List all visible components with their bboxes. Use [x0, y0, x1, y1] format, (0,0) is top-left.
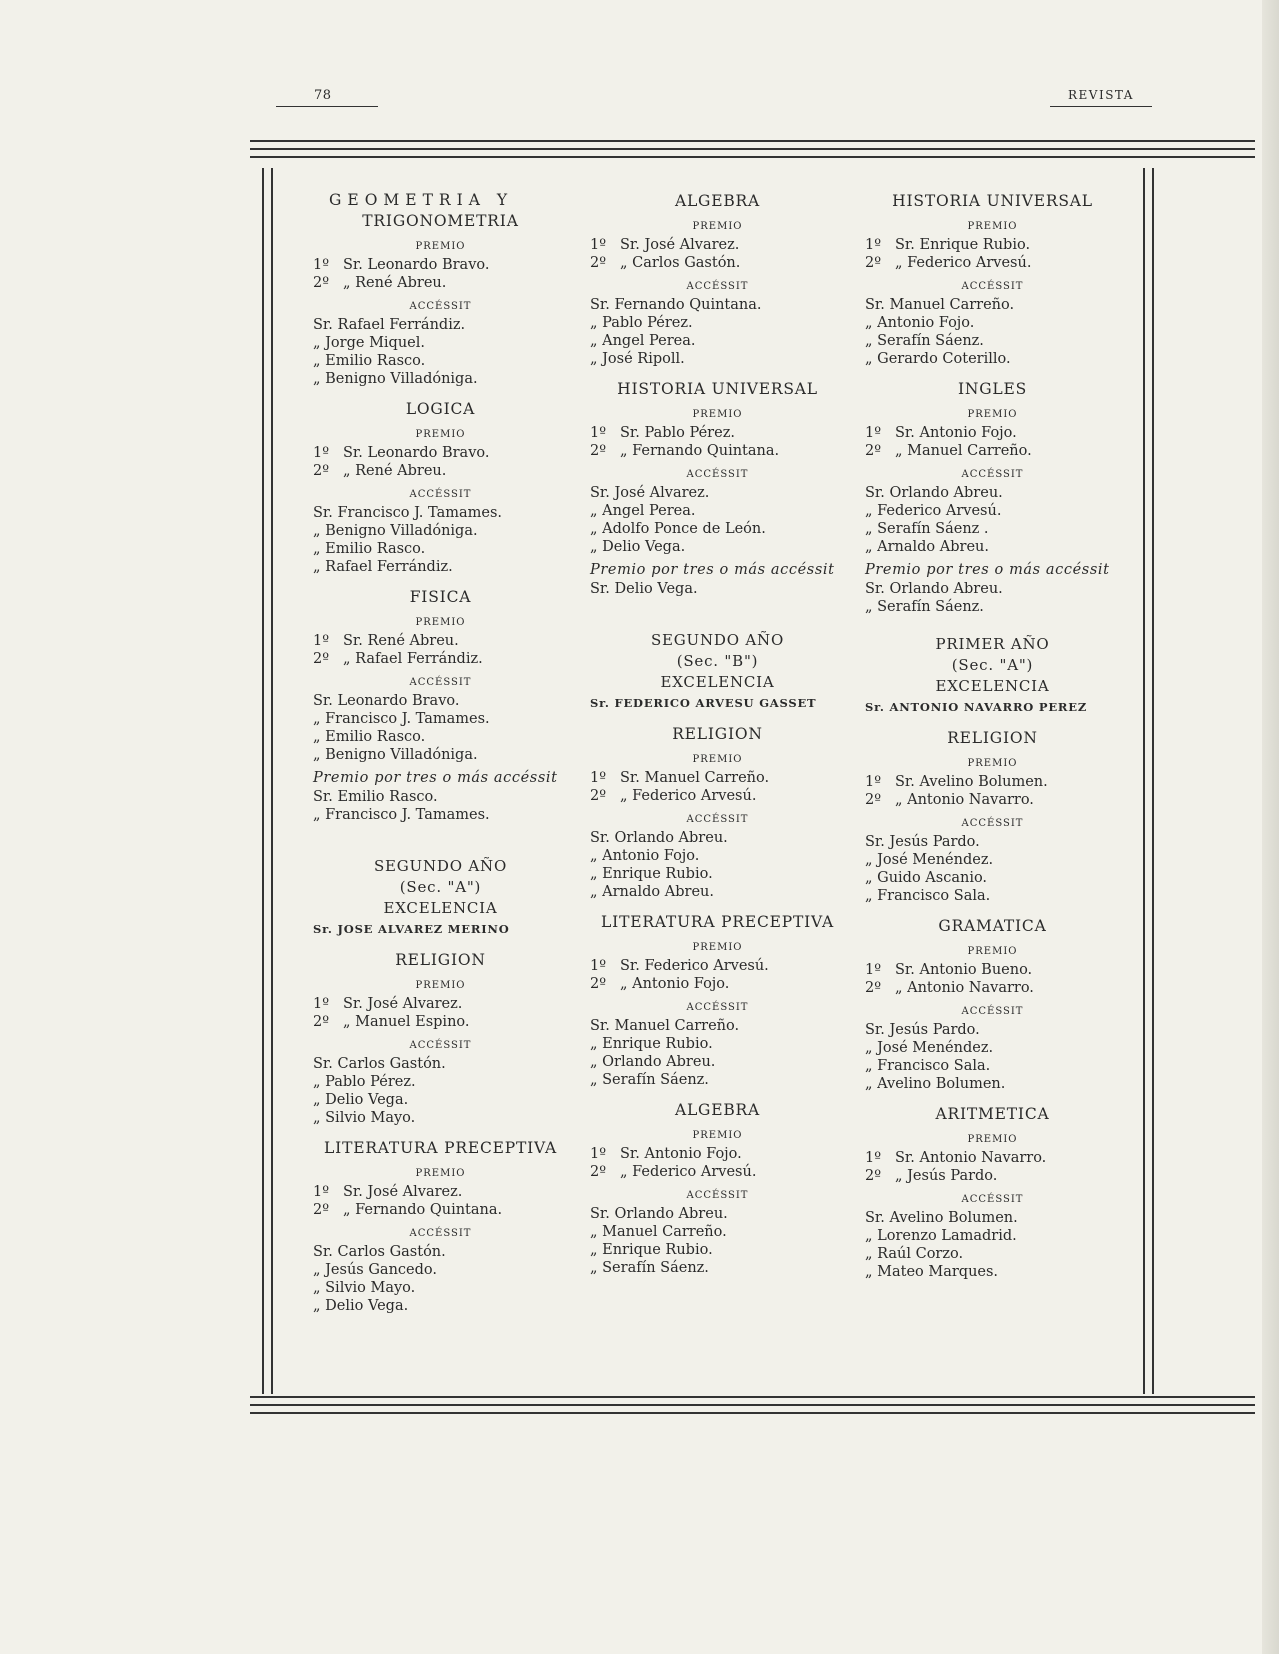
accessit-row: „ Mateo Marques.: [865, 1264, 999, 1280]
accessit-row: „ Pablo Pérez.: [313, 1074, 416, 1090]
excellence-label: EXCELENCIA: [660, 673, 775, 691]
section-primer-ano-a: [865, 634, 1120, 717]
accessit-row: Sr. José Alvarez.: [590, 485, 710, 501]
section-historia-universal: [865, 190, 1120, 368]
accessit-row: „ Delio Vega.: [313, 1298, 409, 1314]
section-subtitle: TRIGONOMETRIA: [362, 212, 519, 230]
accessit-row: „ Orlando Abreu.: [590, 1054, 716, 1070]
section-title: ARITMETICA: [935, 1105, 1050, 1123]
prize-name: Sr. Antonio Fojo.: [895, 425, 1017, 441]
accessit-row: „ Antonio Fojo.: [590, 848, 700, 864]
accessit-row: „ Lorenzo Lamadrid.: [865, 1228, 1017, 1244]
accessit-label: ACCÉSSIT: [409, 489, 472, 500]
prize-row: [590, 254, 845, 272]
note-name: Sr. Emilio Rasco.: [313, 789, 438, 805]
note-name: Sr. Delio Vega.: [590, 581, 698, 597]
prize-name: Sr. Federico Arvesú.: [620, 958, 769, 974]
accessit-label: ACCÉSSIT: [409, 1040, 472, 1051]
excellence-name: Sr. JOSE ALVAREZ MERINO: [313, 922, 510, 936]
section-religion: [313, 949, 568, 1127]
note-name: Sr. Orlando Abreu.: [865, 581, 1003, 597]
prize-name: Sr. Manuel Carreño.: [620, 770, 770, 786]
year-title: PRIMER AÑO: [935, 635, 1050, 653]
accessit-label: ACCÉSSIT: [961, 281, 1024, 292]
accessit-row: „ Emilio Rasco.: [313, 729, 426, 745]
accessit-row: „ Enrique Rubio.: [590, 1036, 713, 1052]
prize-row: [313, 256, 568, 274]
section-title: LITERATURA PRECEPTIVA: [601, 913, 834, 931]
excellence-name: Sr. FEDERICO ARVESU GASSET: [590, 696, 817, 710]
prize-place: 2º: [865, 980, 882, 996]
accessit-row: „ Serafín Sáenz.: [590, 1260, 709, 1276]
accessit-row: „ Manuel Carreño.: [590, 1224, 727, 1240]
accessit-row: Sr. Avelino Bolumen.: [865, 1210, 1018, 1226]
prize-place: 2º: [590, 443, 607, 459]
excellence-name: Sr. ANTONIO NAVARRO PEREZ: [865, 700, 1088, 714]
prize-name: Sr. José Alvarez.: [343, 1184, 463, 1200]
prize-label: PREMIO: [415, 241, 466, 252]
prize-row: [590, 1145, 845, 1163]
prize-label: PREMIO: [415, 1168, 466, 1179]
note-premio-accessit: Premio por tres o más accéssit: [590, 562, 835, 578]
column-2: [590, 190, 845, 1277]
bottom-rule-1: [250, 1396, 1255, 1398]
accessit-label: ACCÉSSIT: [961, 1194, 1024, 1205]
page-number: 78: [314, 88, 332, 103]
section-segundo-ano-b: [590, 630, 845, 713]
section-religion: [865, 727, 1120, 905]
prize-row: [865, 773, 1120, 791]
prize-place: 1º: [313, 633, 330, 649]
section-title: GRAMATICA: [938, 917, 1047, 935]
prize-place: 1º: [865, 237, 882, 253]
prize-row: [590, 424, 845, 442]
prize-row: [590, 442, 845, 460]
excellence-label: EXCELENCIA: [935, 677, 1050, 695]
year-title: SEGUNDO AÑO: [373, 857, 508, 875]
right-border-outer: [1152, 168, 1154, 1394]
prize-place: 2º: [313, 275, 330, 291]
prize-name: „ Antonio Fojo.: [620, 976, 730, 992]
prize-place: 1º: [590, 770, 607, 786]
prize-label: PREMIO: [967, 221, 1018, 232]
section-title: RELIGION: [672, 725, 763, 743]
prize-row: [313, 632, 568, 650]
prize-place: 2º: [865, 255, 882, 271]
prize-label: PREMIO: [692, 754, 743, 765]
section-title: GEOMETRIA Y: [329, 191, 514, 209]
prize-name: „ Federico Arvesú.: [620, 788, 757, 804]
prize-name: Sr. Enrique Rubio.: [895, 237, 1031, 253]
prize-place: 1º: [590, 425, 607, 441]
prize-place: 2º: [865, 443, 882, 459]
prize-name: Sr. Leonardo Bravo.: [343, 445, 490, 461]
prize-row: [313, 444, 568, 462]
accessit-row: Sr. Carlos Gastón.: [313, 1056, 446, 1072]
accessit-row: Sr. Rafael Ferrándiz.: [313, 317, 466, 333]
prize-place: 1º: [313, 257, 330, 273]
section-title: FISICA: [409, 588, 472, 606]
accessit-label: ACCÉSSIT: [961, 818, 1024, 829]
section-logica: [313, 398, 568, 576]
accessit-row: Sr. Manuel Carreño.: [865, 297, 1015, 313]
section-title: RELIGION: [395, 951, 486, 969]
accessit-row: „ Emilio Rasco.: [313, 353, 426, 369]
excellence-label: EXCELENCIA: [383, 899, 498, 917]
prize-name: „ Federico Arvesú.: [620, 1164, 757, 1180]
prize-place: 2º: [590, 1164, 607, 1180]
prize-row: [865, 236, 1120, 254]
prize-row: [590, 769, 845, 787]
prize-row: [313, 274, 568, 292]
prize-place: 1º: [313, 996, 330, 1012]
section-title: LOGICA: [405, 400, 476, 418]
prize-place: 2º: [313, 1014, 330, 1030]
accessit-label: ACCÉSSIT: [409, 1228, 472, 1239]
prize-row: [865, 424, 1120, 442]
prize-name: „ Manuel Carreño.: [895, 443, 1032, 459]
prize-name: „ Manuel Espino.: [343, 1014, 470, 1030]
prize-name: „ Federico Arvesú.: [895, 255, 1032, 271]
prize-name: „ Rafael Ferrándiz.: [343, 651, 483, 667]
accessit-row: „ Angel Perea.: [590, 503, 696, 519]
prize-name: „ Fernando Quintana.: [620, 443, 780, 459]
section-title: INGLES: [957, 380, 1028, 398]
note-name: „ Serafín Sáenz.: [865, 599, 984, 615]
prize-label: PREMIO: [692, 409, 743, 420]
prize-row: [590, 236, 845, 254]
prize-row: [865, 1167, 1120, 1185]
prize-label: PREMIO: [967, 1134, 1018, 1145]
section-fisica: [313, 586, 568, 824]
accessit-label: ACCÉSSIT: [409, 677, 472, 688]
prize-row: [865, 1149, 1120, 1167]
prize-place: 1º: [865, 425, 882, 441]
accessit-row: Sr. Leonardo Bravo.: [313, 693, 460, 709]
accessit-row: Sr. Jesús Pardo.: [865, 834, 980, 850]
prize-label: PREMIO: [967, 946, 1018, 957]
prize-row: [590, 957, 845, 975]
prize-name: Sr. José Alvarez.: [343, 996, 463, 1012]
accessit-row: „ Serafín Sáenz.: [590, 1072, 709, 1088]
year-section: (Sec. "A"): [951, 656, 1034, 674]
column-3: [865, 190, 1120, 1281]
section-title: LITERATURA PRECEPTIVA: [324, 1139, 557, 1157]
section-literatura: [313, 1137, 568, 1315]
prize-name: „ Carlos Gastón.: [620, 255, 741, 271]
accessit-row: „ Antonio Fojo.: [865, 315, 975, 331]
section-ingles: [865, 378, 1120, 616]
prize-name: „ René Abreu.: [343, 463, 447, 479]
bottom-rule-3: [250, 1412, 1255, 1414]
accessit-row: „ Raúl Corzo.: [865, 1246, 964, 1262]
accessit-label: ACCÉSSIT: [961, 469, 1024, 480]
prize-row: [313, 650, 568, 668]
accessit-label: ACCÉSSIT: [961, 1006, 1024, 1017]
accessit-row: „ Guido Ascanio.: [865, 870, 988, 886]
page-number-rule: [276, 106, 378, 107]
left-border-inner: [271, 168, 273, 1394]
accessit-row: „ Gerardo Coterillo.: [865, 351, 1011, 367]
accessit-row: „ Jorge Miquel.: [313, 335, 425, 351]
accessit-row: „ Delio Vega.: [313, 1092, 409, 1108]
section-religion: [590, 723, 845, 901]
prize-name: Sr. René Abreu.: [343, 633, 459, 649]
prize-place: 2º: [313, 651, 330, 667]
prize-row: [313, 462, 568, 480]
prize-name: „ Antonio Navarro.: [895, 980, 1034, 996]
prize-row: [865, 254, 1120, 272]
year-title: SEGUNDO AÑO: [650, 631, 785, 649]
accessit-row: Sr. Orlando Abreu.: [590, 830, 728, 846]
accessit-row: „ Adolfo Ponce de León.: [590, 521, 766, 537]
prize-name: Sr. Avelino Bolumen.: [895, 774, 1048, 790]
prize-place: 2º: [313, 463, 330, 479]
prize-name: „ Jesús Pardo.: [895, 1168, 998, 1184]
prize-row: [590, 1163, 845, 1181]
prize-place: 1º: [865, 774, 882, 790]
prize-label: PREMIO: [967, 758, 1018, 769]
accessit-label: ACCÉSSIT: [409, 301, 472, 312]
section-title: HISTORIA UNIVERSAL: [892, 192, 1093, 210]
section-aritmetica: [865, 1103, 1120, 1281]
prize-place: 1º: [865, 962, 882, 978]
accessit-row: „ Arnaldo Abreu.: [590, 884, 714, 900]
prize-place: 2º: [590, 788, 607, 804]
accessit-row: „ Silvio Mayo.: [313, 1280, 416, 1296]
section-geometria: [313, 190, 568, 388]
running-head-rule: [1050, 106, 1152, 107]
accessit-row: Sr. Jesús Pardo.: [865, 1022, 980, 1038]
prize-row: [865, 979, 1120, 997]
prize-row: [313, 1183, 568, 1201]
accessit-row: „ Rafael Ferrándiz.: [313, 559, 453, 575]
accessit-row: „ Enrique Rubio.: [590, 1242, 713, 1258]
accessit-label: ACCÉSSIT: [686, 1190, 749, 1201]
accessit-row: „ Arnaldo Abreu.: [865, 539, 989, 555]
accessit-row: „ José Menéndez.: [865, 852, 994, 868]
section-title: ALGEBRA: [674, 192, 761, 210]
prize-name: Sr. Leonardo Bravo.: [343, 257, 490, 273]
left-border-outer: [262, 168, 264, 1394]
section-segundo-ano-a: [313, 856, 568, 939]
section-title: HISTORIA UNIVERSAL: [617, 380, 818, 398]
prize-name: „ René Abreu.: [343, 275, 447, 291]
accessit-row: „ Angel Perea.: [590, 333, 696, 349]
accessit-row: „ Silvio Mayo.: [313, 1110, 416, 1126]
accessit-label: ACCÉSSIT: [686, 281, 749, 292]
accessit-row: „ Benigno Villadóniga.: [313, 523, 478, 539]
prize-row: [865, 442, 1120, 460]
prize-label: PREMIO: [415, 980, 466, 991]
accessit-row: „ Benigno Villadóniga.: [313, 747, 478, 763]
prize-place: 2º: [590, 976, 607, 992]
prize-name: Sr. Antonio Bueno.: [895, 962, 1033, 978]
top-rule-1: [250, 140, 1255, 142]
accessit-row: „ Jesús Gancedo.: [313, 1262, 437, 1278]
accessit-row: „ Emilio Rasco.: [313, 541, 426, 557]
prize-row: [865, 961, 1120, 979]
note-premio-accessit: Premio por tres o más accéssit: [865, 562, 1110, 578]
accessit-row: „ Federico Arvesú.: [865, 503, 1002, 519]
prize-label: PREMIO: [692, 942, 743, 953]
section-title: RELIGION: [947, 729, 1038, 747]
prize-name: „ Fernando Quintana.: [343, 1202, 503, 1218]
prize-place: 2º: [865, 1168, 882, 1184]
accessit-row: „ Francisco Sala.: [865, 888, 991, 904]
accessit-row: Sr. Orlando Abreu.: [590, 1206, 728, 1222]
accessit-row: „ José Menéndez.: [865, 1040, 994, 1056]
accessit-label: ACCÉSSIT: [686, 814, 749, 825]
prize-row: [590, 975, 845, 993]
right-border-inner: [1143, 168, 1145, 1394]
accessit-row: „ José Ripoll.: [590, 351, 685, 367]
accessit-row: Sr. Orlando Abreu.: [865, 485, 1003, 501]
accessit-row: „ Francisco Sala.: [865, 1058, 991, 1074]
accessit-row: „ Benigno Villadóniga.: [313, 371, 478, 387]
prize-name: „ Antonio Navarro.: [895, 792, 1034, 808]
prize-place: 1º: [590, 1146, 607, 1162]
page-edge-shadow: [1262, 0, 1279, 1654]
running-head: REVISTA: [1068, 88, 1134, 102]
section-literatura: [590, 911, 845, 1089]
year-section: (Sec. "B"): [676, 652, 759, 670]
accessit-row: „ Pablo Pérez.: [590, 315, 693, 331]
prize-place: 2º: [865, 792, 882, 808]
note-name: „ Francisco J. Tamames.: [313, 807, 490, 823]
prize-name: Sr. José Alvarez.: [620, 237, 740, 253]
year-section: (Sec. "A"): [399, 878, 482, 896]
accessit-label: ACCÉSSIT: [686, 469, 749, 480]
prize-place: 1º: [590, 958, 607, 974]
prize-place: 1º: [313, 1184, 330, 1200]
prize-row: [313, 995, 568, 1013]
prize-row: [865, 791, 1120, 809]
prize-place: 1º: [313, 445, 330, 461]
accessit-row: „ Serafín Sáenz.: [865, 333, 984, 349]
section-title: ALGEBRA: [674, 1101, 761, 1119]
prize-row: [313, 1013, 568, 1031]
accessit-row: Sr. Carlos Gastón.: [313, 1244, 446, 1260]
bottom-rule-2: [250, 1404, 1255, 1406]
prize-label: PREMIO: [967, 409, 1018, 420]
section-algebra: [590, 190, 845, 368]
accessit-row: Sr. Manuel Carreño.: [590, 1018, 740, 1034]
accessit-row: Sr. Francisco J. Tamames.: [313, 505, 502, 521]
prize-place: 2º: [313, 1202, 330, 1218]
column-1: [313, 190, 568, 1315]
prize-name: Sr. Pablo Pérez.: [620, 425, 735, 441]
prize-row: [313, 1201, 568, 1219]
prize-label: PREMIO: [415, 429, 466, 440]
prize-place: 2º: [590, 255, 607, 271]
accessit-row: Sr. Fernando Quintana.: [590, 297, 762, 313]
prize-name: Sr. Antonio Navarro.: [895, 1150, 1047, 1166]
prize-label: PREMIO: [692, 1130, 743, 1141]
prize-label: PREMIO: [415, 617, 466, 628]
accessit-row: „ Avelino Bolumen.: [865, 1076, 1006, 1092]
prize-place: 1º: [590, 237, 607, 253]
accessit-row: „ Delio Vega.: [590, 539, 686, 555]
accessit-row: „ Francisco J. Tamames.: [313, 711, 490, 727]
prize-row: [590, 787, 845, 805]
top-rule-2: [250, 148, 1255, 150]
accessit-row: „ Enrique Rubio.: [590, 866, 713, 882]
note-premio-accessit: Premio por tres o más accéssit: [313, 770, 558, 786]
section-historia-universal: [590, 378, 845, 598]
section-gramatica: [865, 915, 1120, 1093]
prize-place: 1º: [865, 1150, 882, 1166]
section-algebra-2: [590, 1099, 845, 1277]
prize-name: Sr. Antonio Fojo.: [620, 1146, 742, 1162]
prize-label: PREMIO: [692, 221, 743, 232]
accessit-row: „ Serafín Sáenz .: [865, 521, 989, 537]
accessit-label: ACCÉSSIT: [686, 1002, 749, 1013]
top-rule-3: [250, 156, 1255, 158]
